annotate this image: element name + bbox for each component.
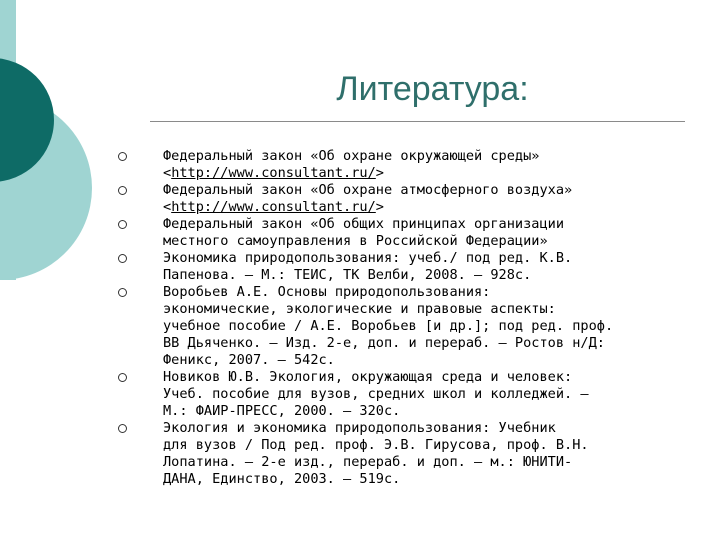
circle-bullet-icon: [118, 254, 127, 263]
list-item: [118, 369, 678, 420]
slide-title: Литература:: [336, 70, 529, 108]
circle-bullet-icon: [118, 220, 127, 229]
reference-text: Экология и экономика природопользования: Учебник для вузов / Под ред. проф. Э.В. Гирусова, проф. В.Н. Лопатина. – 2-е изд., перераб. и доп. – м.: ЮНИТИ- ДАНА, Единство, 2003. – 519с.: [163, 420, 589, 487]
circle-bullet-icon: [118, 186, 127, 195]
reference-text: Экономика природопользования: учеб./ под ред. К.В. Папенова. – М.: ТЕИС, ТК Велби, 2008. – 928с.: [163, 250, 573, 283]
reference-text: Воробьев А.Е. Основы природопользования: экономические, экологические и правовые аспекты: учебное пособие / А.Е. Воробьев [и др.]; под ред. проф. ВВ Дьяченко. – Изд. 2-е, доп. и перераб. – Ростов н/Д: Феникс, 2007. – 542с.: [163, 284, 614, 368]
list-item: [118, 216, 678, 250]
reference-text: Федеральный закон «Об охране окружающей среды» <http://www.consultant.ru/>: [163, 148, 540, 181]
consultant-link[interactable]: http://www.consultant.ru/: [171, 199, 376, 215]
circle-bullet-icon: [118, 373, 127, 382]
reference-text: Федеральный закон «Об охране атмосферного воздуха» <http://www.consultant.ru/>: [163, 182, 573, 215]
circle-bullet-icon: [118, 288, 127, 297]
list-item: [118, 284, 678, 369]
circle-bullet-icon: [118, 152, 127, 161]
list-item: [118, 250, 678, 284]
consultant-link[interactable]: http://www.consultant.ru/: [171, 165, 376, 181]
list-item: [118, 148, 678, 182]
list-item: [118, 182, 678, 216]
title-divider: [150, 121, 685, 122]
circle-bullet-icon: [118, 424, 127, 433]
left-edge-band: [0, 0, 16, 280]
list-item: [118, 420, 678, 488]
light-teal-circle: [0, 96, 92, 280]
reference-list: [118, 148, 678, 488]
dark-teal-circle: [0, 58, 54, 182]
reference-text: Федеральный закон «Об общих принципах организации местного самоуправления в Российской Федерации»: [163, 216, 565, 249]
reference-text: Новиков Ю.В. Экология, окружающая среда и человек: Учеб. пособие для вузов, средних школ и колледжей. – М.: ФАИР-ПРЕСС, 2000. – 320с.: [163, 369, 589, 419]
